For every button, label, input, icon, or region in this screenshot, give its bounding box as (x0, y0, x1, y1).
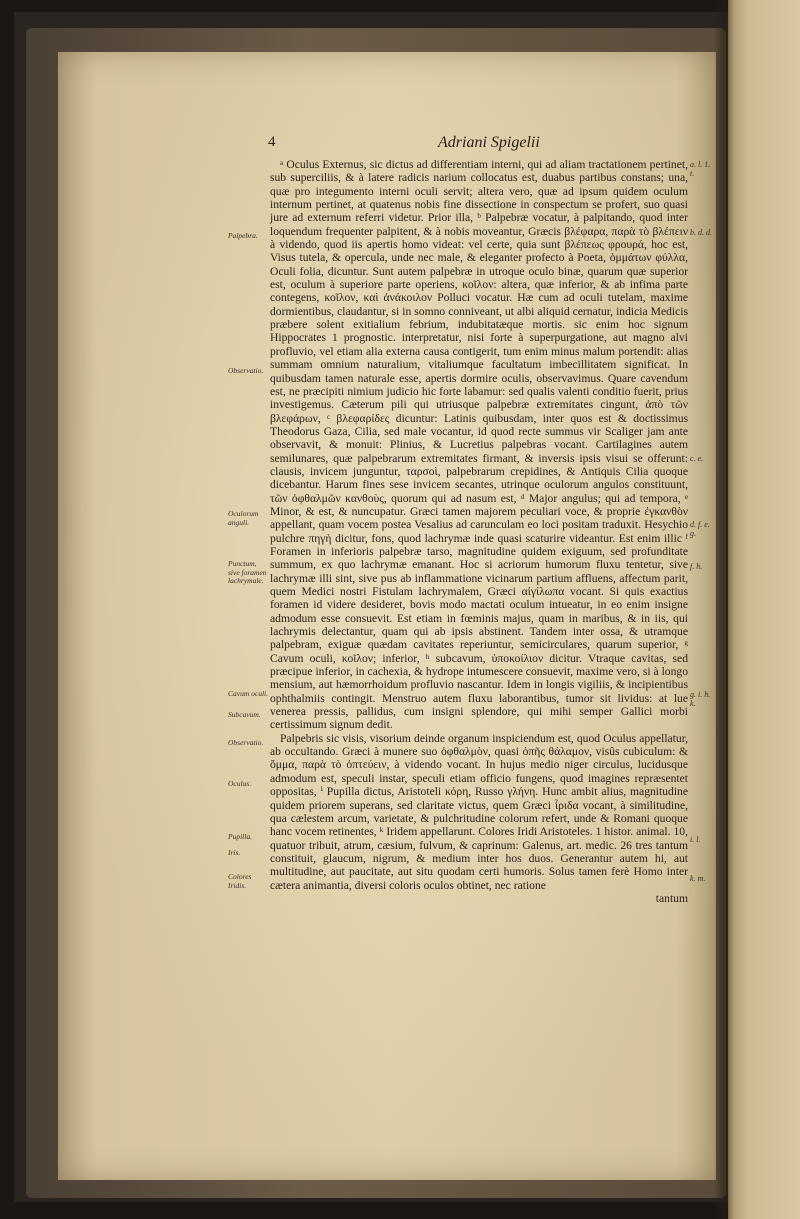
gutter-shadow (714, 0, 734, 1219)
margin-ref-3: c. e. (690, 454, 704, 463)
margin-ref-7: i. l. (690, 835, 701, 844)
page-header (268, 134, 708, 154)
margin-ref-8: k. m. (690, 874, 706, 883)
margin-note-subcavum: Subcavum. (228, 710, 261, 719)
margin-note-punctum: Punctum, sive foramen lachrymale. (228, 559, 267, 585)
catchword: tantum (655, 891, 688, 905)
margin-note-observatio: Observatio. (228, 366, 264, 375)
page-number: 4 (268, 134, 276, 150)
paragraph-2: Palpebris sic visis, visorium deinde organum inspiciendum est, quod Oculus appellatur, ab occultando. Græci à munere suo ὀφθαλμὸν, quasi ὀπῆς θάλαμον, visûs cubiculum: & ὄμμα, παρὰ τὸ ὀπτεύειν, à videndo vocant. In hujus medio niger circulus, lucidusque admodum est, speculi instar, speculi etiam officio fungens, quod imagines repræsentet oppositas, ⁱ Pupilla dictus, Aristoteli κόρη, Russo γλήνη. Hunc ambit alius, magnitudine quidem priorem superans, sed claritate victus, quem Græci ἶριδα vocant, à similitudine, qua cælestem arcum, varietate, & pulchritudine colorum refert, unde & Romani quoque hanc vocem retinentes, ᵏ Iridem appellarunt. Colores Iridi Aristoteles. 1 histor. animal. 10, quatuor tribuit, atrum, cæsium, fulvum, & caprinum: Galenus, art. medic. 26 tres tantum constituit, glaucum, nigrum, & medium inter hos duos. Generantur autem hi, aut multitudine, aut paucitate, aut situ quodam certi humoris. Solus tamen ferè Homo inter cætera animantia, diversi coloris oculos obtinet, nec ratione (270, 731, 688, 892)
margin-note-pupilla: Pupilla. (228, 832, 252, 841)
margin-note-observatio-2: Observatio. (228, 738, 264, 747)
margin-ref-6: g. i. h. k. (690, 690, 711, 708)
margin-ref-1: a. l. 1. t. (690, 160, 711, 178)
facing-page-edge (728, 0, 800, 1219)
running-head: Adriani Spigelii (438, 134, 540, 151)
margin-note-colores-iridis: Colores Iridis. (228, 872, 252, 890)
margin-ref-5: f. h. (690, 562, 703, 571)
margin-note-cavum-oculi: Cavum oculi. (228, 689, 268, 698)
margin-note-palpebra: Palpebra. (228, 231, 258, 240)
margin-ref-2: b. d. d. (690, 228, 712, 237)
margin-note-iris: Iris. (228, 848, 241, 857)
margin-note-oculorum-anguli: Oculorum anguli. (228, 509, 259, 527)
body-text (270, 158, 688, 905)
margin-ref-4: d. f. e. g. (690, 520, 710, 538)
margin-note-oculus: Oculus. (228, 779, 252, 788)
paragraph-1: ᵃ Oculus Externus, sic dictus ad differentiam interni, qui ad aliam tractationem pertinet, sub superciliis, & à latere radicis narium collocatus est, duabus partibus constans; una, quæ pro integumento interni oculi servit; altera vero, quæ ad ipsum quidem oculum internum pertinet, at quatenus nobis fine dissectione in conspectum se profert, suo quasi jure ad externum referri videtur. Prior illa, ᵇ Palpebræ vocatur, à palpitando, quod inter loquendum frequenter palpitent, & à nobis moveantur, Græcis βλέφαρα, παρὰ τὸ βλέπειν à videndo, quod iis apertis homo videat: vel certe, quia sunt βλέπεως φρουρά, hoc est, Visus tutela, & opercula, unde nec male, & eleganter profecto à Poeta, ὀμμάτων φύλλα, Oculi folia, dicuntur. Sunt autem palpebræ in utroque oculo binæ, quarum quæ superior est, oculum à superiore parte operiens, κοῖλον: altera, quæ inferior, & ab infima parte contegens, κοῖλον, καὶ ἀνάκοιλον Polluci vocatur. Hæ cum ad oculi tutelam, maxime dormientibus, claudantur, si in somno conniveant, ut albi aliquid cernatur, indicia Medicis præbere solent exitialium febrium, indubitatæque mortis. sic enim hoc signum Hippocrates 1 prognostic. interpretatur, nisi forte à superpurgatione, aut magno alvi profluvio, vel etiam alia externa causa contigerit, tum enim minus malum portendit: alias summam omnium naturalium, vitaliumque facultatum imbecillitatem significat. In quibusdam tamen naturale esse, apertis dormire oculis, observavimus. Quare cavendum est, ne præcipiti nimium judicio hic forte labamur: sed qualis valenti conditio fuerit, prius investigemus. Cæterum pili qui utriusque palpebræ extremitates cingunt, ἀπὸ τῶν βλεφάρων, ᶜ βλεφαρίδες dicuntur: Latinis quibusdam, inter quos est & doctissimus Theodorus Gaza, Cilia, sed male vocantur, id quod recte summus vir Scaliger jam ante observavit, & monuit: Plinius, & Lucretius palpebras vocant. Cartilagines autem semilunares, quæ palpebrarum extremitates firmant, & inversis ipsis visui se offerunt: clausis, invicem junguntur, ταρσοὶ, palpebrarum crepidines, & Antiquis Cilia quoque dicebantur. Harum fines sese invicem secantes, utrinque oculorum angulos constituunt, τῶν ὀφθαλμῶν κανθοὺς, quorum qui ad nasum est, ᵈ Major angulus; qui ad tempora, ᵉ Minor, & est, & nuncupatur. Græci tamen majorem peculiari voce, & proprie ἐγκανθὸν appellant, quam vocem postea Vesalius ad carunculam eo loci positam traduxit. Hesychio pulchre πηγὴ dicitur, fons, quod lachrymæ inde quasi scaturire videantur. Est enim illic ᶠ Foramen in inferioris palpebræ tarso, magnitudine quidem exiguum, sed profunditate summum, ex quo lachrymæ emanant. Hoc si acriorum humorum fluxu tentetur, sive lachrymæ illi sint, sive pus ab inflammatione vicinarum partium affluens, affectum parit, quem Medici nostri Fistulam lachrymalem, Græci αἰγίλωπα vocant. Si quis exactius foramen id videre desideret, bovis modo mactati oculum intueatur, in eo enim insigne admodum esse consuevit. Est etiam in fœminis majus, quam in maribus, & in iis, qui lachrymis delectantur, quam qui ab ipsis abstinent. Tandem inter ossa, & utramque palpebram, exiguæ quædam cavitates reperiuntur, semicirculares, quarum superior, ᵍ Cavum oculi, κοῖλον; inferior, ʰ subcavum, ὑποκοίλιον dicitur. Vtraque cavitas, sed præcipue inferior, in cachexia, & hydrope intumescere consuevit, maxime vero, si à longo mensium, aut hæmorrhoidum profluvio nascantur. Idem in longis vigiliis, & incipientibus ophthalmiis contingit. Menstruo autem fluxu laborantibus, tumor sit lividus: at lue venerea pressis, pallidus, cum insigni splendore, qui mihi semper Gallici morbi certissimum signum dedit. (270, 158, 688, 732)
